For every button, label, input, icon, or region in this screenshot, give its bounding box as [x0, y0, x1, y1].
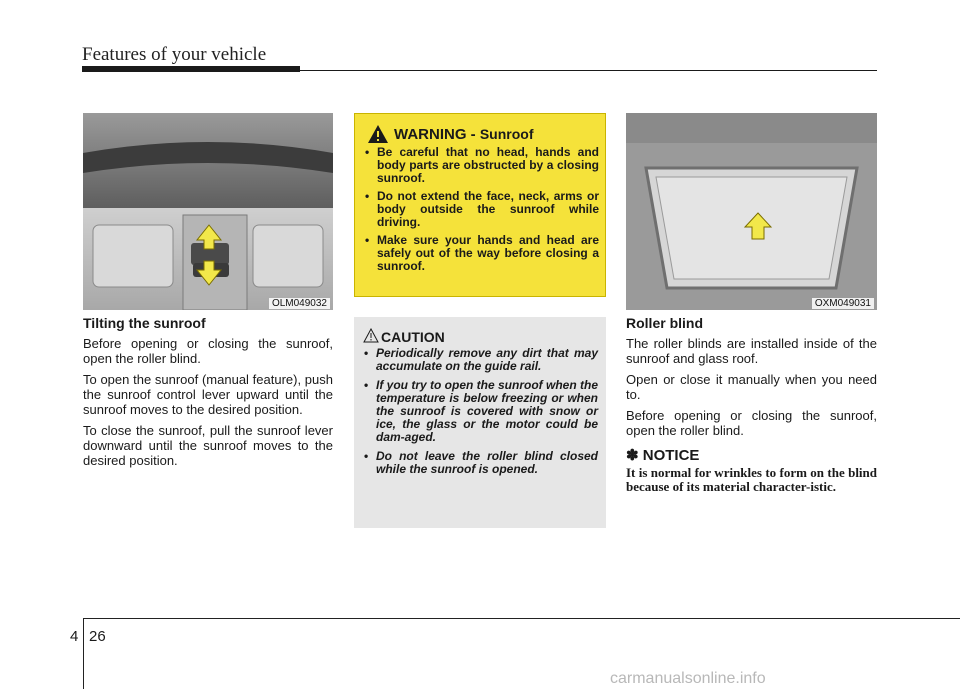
photo-code-left: OLM049032	[269, 298, 330, 309]
warning-box	[354, 113, 606, 297]
warning-subject: Sunroof	[479, 126, 534, 142]
caution-list	[362, 347, 598, 482]
caution-icon	[363, 328, 379, 343]
paragraph: Before opening or closing the sunroof, open the roller blind.	[83, 336, 333, 366]
warning-item: • Make sure your hands and head are safely out of the way before closing a sunroof.	[363, 234, 599, 273]
warning-item: • Do not extend the face, neck, arms or body outside the sunroof while driving.	[363, 190, 599, 229]
header-rule	[300, 70, 877, 71]
notice-label: NOTICE	[642, 447, 700, 464]
notice-icon: ✽	[626, 447, 639, 464]
section-heading-tilting: Tilting the sunroof	[83, 315, 206, 331]
paragraph: The roller blinds are installed inside of the sunroof and glass roof.	[626, 336, 877, 366]
footer-rule	[83, 618, 960, 619]
sunroof-lever-photo	[83, 113, 333, 310]
warning-label: WARNING -	[394, 126, 476, 143]
caution-title: CAUTION	[381, 329, 445, 345]
paragraph: To open the sunroof (manual feature), push the sunroof control lever upward until the sunroof moves to the desired position.	[83, 372, 333, 417]
notice-heading	[626, 446, 699, 464]
right-column	[626, 316, 877, 444]
caution-item: • Do not leave the roller blind closed while the sunroof is opened.	[362, 450, 598, 476]
notice-text: It is normal for wrinkles to form on the blind because of its material character-istic.	[626, 465, 877, 494]
warning-list	[363, 146, 599, 278]
roller-blind-illustration	[626, 113, 877, 310]
warning-title	[394, 126, 534, 143]
header-bar	[82, 66, 300, 72]
sunroof-lever-illustration	[83, 113, 333, 310]
caution-box	[354, 317, 606, 528]
page-header-title: Features of your vehicle	[82, 44, 267, 65]
caution-item: • If you try to open the sunroof when the temperature is below freezing or when the sunroof is covered with snow or ice, the glass or the motor could be dam-aged.	[362, 379, 598, 444]
watermark: carmanualsonline.info	[610, 670, 766, 687]
left-column	[83, 316, 333, 474]
section-heading-roller-blind: Roller blind	[626, 315, 703, 331]
photo-code-right: OXM049031	[812, 298, 874, 309]
warning-item: • Be careful that no head, hands and body parts are obstructed by a closing sunroof.	[363, 146, 599, 185]
warning-icon	[367, 124, 389, 144]
roller-blind-photo	[626, 113, 877, 310]
chapter-number: 4	[70, 628, 79, 645]
footer-divider	[83, 618, 84, 689]
paragraph: Before opening or closing the sunroof, open the roller blind.	[626, 408, 877, 438]
caution-item: • Periodically remove any dirt that may accumulate on the guide rail.	[362, 347, 598, 373]
paragraph: Open or close it manually when you need to.	[626, 372, 877, 402]
page-number: 26	[89, 628, 106, 645]
paragraph: To close the sunroof, pull the sunroof lever downward until the sunroof moves to the desired position.	[83, 423, 333, 468]
